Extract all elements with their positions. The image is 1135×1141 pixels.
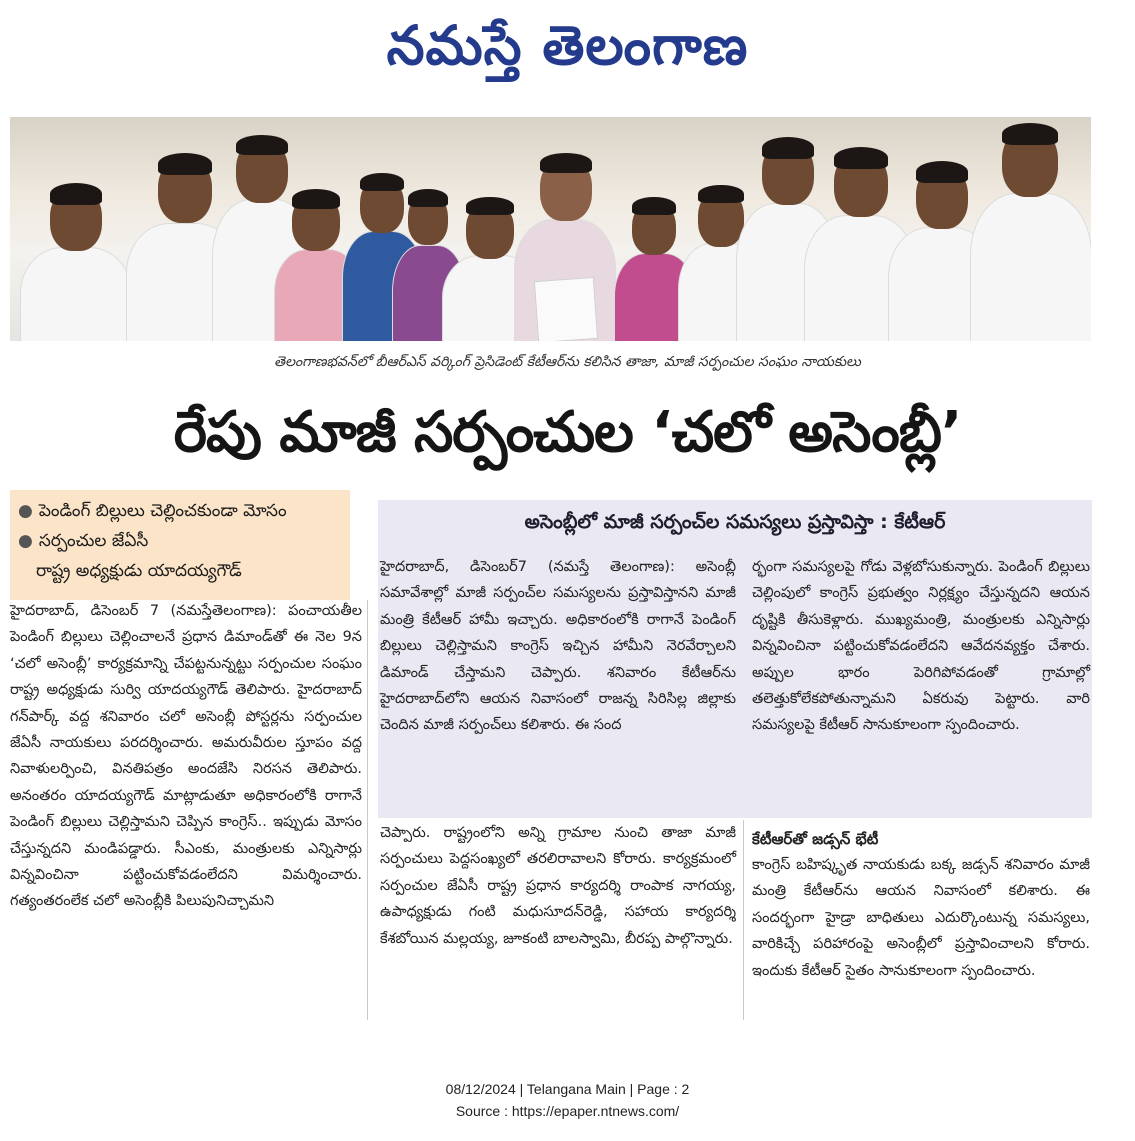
highlight-item: ● సర్పంచుల జేఏసీ bbox=[18, 531, 149, 551]
article-headline: రేపు మాజీ సర్పంచుల ‘చలో అసెంబ్లీ’ bbox=[173, 400, 962, 465]
sub-story-column-1: హైదరాబాద్, డిసెంబర్7 (నమస్తే తెలంగాణ): అసెంబ్లీ సమావేశాల్లో మాజీ సర్పంచ్‌ల సమస్యలను ప్రస్తావిస్తానని మాజీ మంత్రి కేటీఆర్ హామీ ఇచ్చారు. అధికారంలోకి రాగానే పెండింగ్ బిల్లులు చెల్లిస్తామని కాంగ్రెస్ ఇచ్చిన హామీని నెరవేర్చాలని డిమాండ్ చేస్తామని చెప్పారు. శనివారం కేటీఆర్‌ను హైదరాబాద్‌లోని ఆయన నివాసంలో రాజన్న సిరిసిల్ల జిల్లాకు చెందిన మాజీ సర్పంచ్‌లు కలిశారు. ఈ సంద bbox=[380, 559, 736, 734]
news-photo bbox=[10, 117, 1091, 341]
bullet-icon: ● bbox=[18, 501, 33, 521]
photo-caption: తెలంగాణభవన్‌లో బీఆర్‌ఎస్ వర్కింగ్ ప్రెసిడెంట్ కేటీఆర్‌ను కలిసిన తాజా, మాజీ సర్పంచుల సంఘం నాయకులు bbox=[274, 354, 861, 370]
column-divider bbox=[743, 820, 744, 1020]
sub-story-column-2: ర్భంగా సమస్యలపై గోడు వెళ్లబోసుకున్నారు. పెండింగ్ బిల్లులు చెల్లింపులో కాంగ్రెస్ ప్రభుత్వం నిర్లక్ష్యం చేస్తున్నదని ఆయన దృష్టికి తీసుకెళ్లారు. ముఖ్యమంత్రి, మంత్రులకు ఎన్నిసార్లు విన్నవించినా పట్టించుకోవడంలేదని ఆవేదనవ్యక్తం చేశారు. అప్పుల భారం పెరిగిపోవడంతో గ్రామాల్లో తలెత్తుకోలేకపోతున్నామని ఏకరువు పెట్టారు. వారి సమస్యలపై కేటీఆర్ సానుకూలంగా స్పందించారు. bbox=[752, 559, 1090, 734]
sub-headline: అసెంబ్లీలో మాజీ సర్పంచ్‌ల సమస్యలు ప్రస్తావిస్తా : కేటీఆర్ bbox=[524, 511, 946, 533]
footer-date-edition: 08/12/2024 | Telangana Main | Page : 2 bbox=[445, 1081, 690, 1097]
column-divider bbox=[367, 600, 368, 1020]
footer-source: Source : https://epaper.ntnews.com/ bbox=[455, 1103, 680, 1119]
highlight-item: రాష్ట్ర అధ్యక్షుడు యాదయ్యగౌడ్ bbox=[36, 561, 242, 581]
lead-text: హైదరాబాద్, డిసెంబర్ 7 (నమస్తేతెలంగాణ): పంచాయతీల పెండింగ్ బిల్లులు చెల్లించాలనే ప్రధాన డిమాండ్‌తో ఈ నెల 9న ‘చలో అసెంబ్లీ’ కార్యక్రమాన్ని చేపట్టనున్నట్టు సర్పంచుల సంఘం రాష్ట్ర అధ్యక్షుడు సుర్వి యాదయ్యగౌడ్ తెలిపారు. హైదరాబాద్ గన్‌పార్క్ వద్ద శనివారం చలో అసెంబ్లీ పోస్టర్లను సర్పంచుల జేఏసీ నాయకులు పరదర్శించారు. అమరువీరుల స్తూపం వద్ద నివాళులర్పించి, వినతిపత్రం అందజేసి నిరసన తెలిపారు. అనంతరం యాదయ్యగౌడ్ మాట్లాడుతూ అధికారంలోకి రాగానే పెండింగ్ బిల్లులు చెల్లిస్తామని చెప్పిన కాంగ్రెస్.. ఇప్పుడు మోసం చేస్తున్నదని మండిపడ్డారు. సీఎంకు, మంత్రులకు ఎన్నిసార్లు విన్నవించినా పట్టించుకోవడంలేదని విమర్శించారు. గత్యంతరంలేక చలో అసెంబ్లీకి పిలుపునిచ్చామని bbox=[10, 603, 362, 910]
side-story-text: కాంగ్రెస్ బహిష్కృత నాయకుడు బక్క జడ్సన్ శనివారం మాజీ మంత్రి కేటీఆర్‌ను ఆయన నివాసంలో కలిశారు. ఈ సందర్భంగా హైడ్రా బాధితులు ఎదుర్కొంటున్న సమస్యలు, వారికిచ్చే పరిహారంపై అసెంబ్లీలో ప్రస్తావించాలని కోరారు. ఇందుకు కేటీఆర్ సైతం సానుకూలంగా స్పందించారు. bbox=[752, 857, 1090, 979]
side-story-title: కేటీఆర్‌తో జడ్సన్ భేటీ bbox=[752, 830, 879, 848]
memorandum-paper bbox=[534, 277, 598, 341]
page-footer bbox=[0, 1078, 1135, 1122]
bullet-icon: ● bbox=[18, 531, 33, 551]
lead-continuation: చెప్పారు. రాష్ట్రంలోని అన్ని గ్రామాల నుంచి తాజా మాజీ సర్పంచులు పెద్దసంఖ్యలో తరలిరావాలని కోరారు. కార్యక్రమంలో సర్పంచుల జేఏసీ రాష్ట్ర ప్రధాన కార్యదర్శి రాంపాక నాగయ్య, ఉపాధ్యక్షుడు గంటి మధుసూదన్‌రెడ్డి, సహాయ కార్యదర్శి కేశబోయిన మల్లయ్య, జూకంటి బాలస్వామి, బీరప్ప పాల్గొన్నారు. bbox=[380, 825, 736, 947]
highlight-item: ● పెండింగ్ బిల్లులు చెల్లించకుండా మోసం bbox=[18, 501, 287, 521]
masthead-title: నమస్తే తెలంగాణ bbox=[386, 13, 749, 77]
highlights-box bbox=[10, 490, 350, 600]
lead-column bbox=[10, 598, 362, 915]
